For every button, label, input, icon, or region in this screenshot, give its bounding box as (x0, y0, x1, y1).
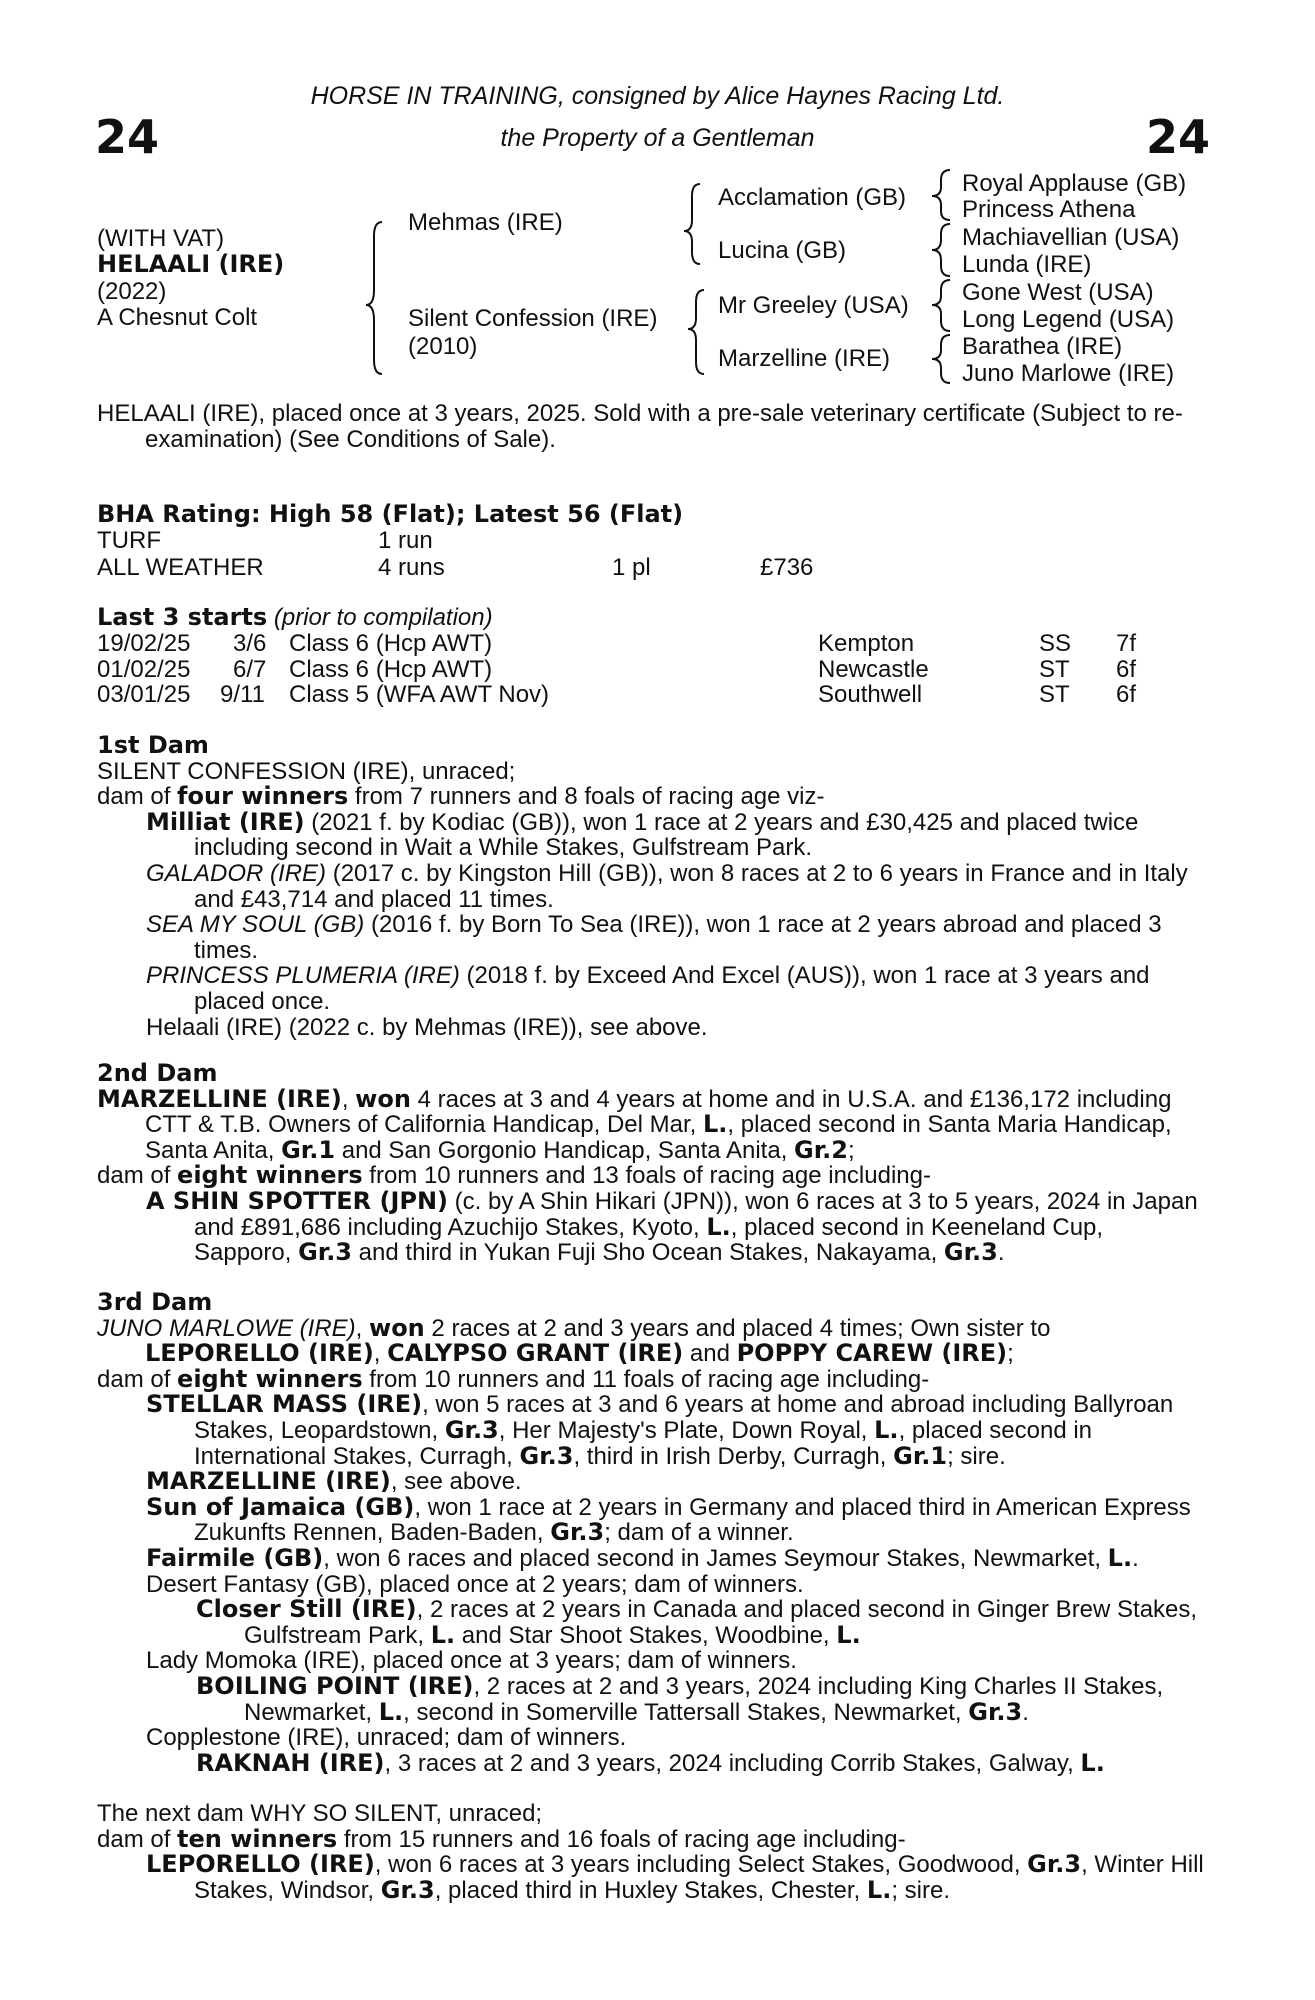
produce-entry (97, 1492, 1205, 1547)
produce-name: RAKNAH (IRE) (196, 1748, 385, 1777)
rating-runs: 4 runs (378, 554, 445, 581)
horse-name: HELAALI (IRE) (97, 250, 285, 278)
group-badge: Gr.3 (298, 1238, 353, 1267)
start-going: ST (1039, 656, 1070, 683)
produce-name: GALADOR (IRE) (146, 859, 327, 887)
group-badge: Gr.3 (550, 1518, 605, 1547)
next-dam-section (97, 1801, 1205, 1903)
summary (97, 401, 1205, 452)
start-position: 6/7 (233, 656, 267, 683)
start-date: 19/02/25 (97, 630, 191, 657)
dam-name: MARZELLINE (IRE) (97, 1084, 342, 1113)
start-position: 9/11 (220, 681, 265, 708)
produce-text: (2017 c. by Kingston Hill (GB)), won 8 races at 2 to 6 years in France and in Italy and £43,714 and placed 11 times. (194, 859, 1188, 913)
produce-entry (97, 963, 1205, 1014)
record-text: ; (847, 1136, 855, 1164)
third-dam-section (97, 1290, 1205, 1776)
start-date: 03/01/25 (97, 681, 191, 708)
produce-name: STELLAR MASS (IRE) (146, 1390, 423, 1419)
produce-entry (97, 1015, 1205, 1041)
dam-of-text: dam of (97, 1162, 178, 1190)
pedigree-sire-sire: Acclamation (GB) (718, 184, 907, 211)
winners-count: eight winners (177, 1364, 363, 1393)
pedigree-ddd: Juno Marlowe (IRE) (962, 360, 1175, 387)
produce-text: Copplestone (IRE), unraced; dam of winners. (146, 1724, 627, 1752)
produce-entry (97, 1671, 1205, 1726)
won-label: won (355, 1084, 411, 1113)
produce-text: , third in Irish Derby, Curragh, (573, 1442, 894, 1470)
record-text: and San Gorgonio Handicap, Santa Anita, (335, 1136, 795, 1164)
produce-entry (97, 1469, 1205, 1495)
produce-text: Desert Fantasy (GB), placed once at 2 years; dam of winners. (146, 1570, 804, 1598)
produce-text: , won 5 races at 3 and 6 years at home and abroad including Ballyroan Stakes, Leopardstown, (194, 1391, 1174, 1444)
rating-surface: ALL WEATHER (97, 554, 264, 581)
second-dam-produce-line (97, 1163, 1205, 1189)
group-badge: Gr.1 (281, 1135, 336, 1164)
produce-text: Helaali (IRE) (2022 c. by Mehmas (IRE)), see above. (146, 1013, 708, 1041)
listed-badge: L. (1107, 1543, 1133, 1572)
produce-name: Fairmile (GB) (146, 1543, 324, 1572)
listed-badge: L. (836, 1620, 861, 1649)
start-race: Class 5 (WFA AWT Nov) (289, 681, 550, 708)
produce-name: SEA MY SOUL (GB) (146, 911, 365, 939)
next-dam-line: The next dam WHY SO SILENT, unraced; (97, 1800, 543, 1827)
produce-text: , placed second in Keeneland Cup, Sapporo, (194, 1213, 1104, 1267)
rating-prize: £736 (760, 554, 814, 581)
start-distance: 7f (1116, 630, 1137, 657)
start-going: SS (1039, 630, 1072, 657)
third-dam-record (97, 1313, 1205, 1368)
first-dam-section (97, 733, 1205, 1040)
start-course: Newcastle (818, 656, 929, 683)
dam-name: JUNO MARLOWE (IRE) (97, 1314, 356, 1342)
produce-text: ; sire. (891, 1876, 951, 1904)
pedigree-dds: Barathea (IRE) (962, 333, 1123, 360)
sibling-name: LEPORELLO (IRE) (145, 1339, 374, 1368)
next-dam-produce-line (97, 1824, 1205, 1853)
winners-count: four winners (177, 782, 349, 811)
start-course: Southwell (818, 681, 923, 708)
produce-text: from 10 runners and 13 foals of racing age including- (362, 1162, 931, 1190)
second-dam-record: MARZELLINE (IRE), won 4 races at 3 and 4 years at home and in U.S.A. and £136,172 including CTT & T.B. Owners of California Handicap, Del Mar, L., placed second in Santa Maria Handicap, Santa Anita, Gr.1 and San Gorgonio Handicap, Santa Anita, Gr.2; (97, 1084, 1172, 1164)
consignor-line: HORSE IN TRAINING, consigned by Alice Haynes Racing Ltd. (310, 82, 1005, 110)
produce-entry (97, 1543, 1205, 1572)
produce-entry (97, 1852, 1205, 1903)
produce-name: MARZELLINE (IRE) (146, 1467, 391, 1496)
pedigree-dam-sire: Mr Greeley (USA) (718, 292, 909, 319)
start-course: Kempton (818, 630, 915, 657)
produce-name: BOILING POINT (IRE) (196, 1671, 474, 1700)
pedigree-dam-dam: Marzelline (IRE) (718, 345, 891, 372)
produce-text: from 10 runners and 11 foals of racing age including- (362, 1365, 930, 1393)
produce-text: , 2 races at 2 and 3 years, 2024 including King Charles II Stakes, Newmarket, (244, 1672, 1164, 1726)
last-starts-title: Last 3 starts (97, 603, 268, 631)
start-distance: 6f (1116, 681, 1137, 708)
group-badge: Gr.2 (794, 1135, 848, 1164)
produce-name: Milliat (IRE) (146, 807, 305, 836)
summary-text: HELAALI (IRE), placed once at 3 years, 2025. Sold with a pre-sale veterinary certificate (Subject to re-examination) (See Conditions of Sale). (97, 400, 1183, 453)
listed-badge: L. (378, 1697, 404, 1726)
pedigree-dam-year: (2010) (408, 333, 478, 360)
rating-placed: 1 pl (612, 554, 651, 581)
winners-count: ten winners (177, 1824, 338, 1853)
bha-rating-heading: BHA Rating: High 58 (Flat); Latest 56 (Flat) (97, 500, 684, 528)
rating-runs: 1 run (378, 527, 433, 554)
produce-text: from 7 runners and 8 foals of racing age viz- (348, 783, 825, 811)
rating-surface: TURF (97, 527, 161, 554)
property-line: the Property of a Gentleman (500, 124, 815, 152)
horse-year: (2022) (97, 278, 167, 305)
produce-text: and third in Yukan Fuji Sho Ocean Stakes, Nakayama, (352, 1239, 944, 1267)
listed-badge: L. (703, 1110, 728, 1139)
group-badge: Gr.3 (943, 1238, 998, 1267)
produce-entry (97, 912, 1205, 963)
produce-text: , Winter Hill Stakes, Windsor, (194, 1851, 1204, 1904)
produce-text: (2018 f. by Exceed And Excel (AUS)), won 1 race at 3 years and placed once. (194, 962, 1150, 1015)
produce-text: , won 6 races and placed second in James Seymour Stakes, Newmarket, (323, 1544, 1108, 1572)
listed-badge: L. (866, 1875, 892, 1904)
dam-of-text: dam of (97, 783, 178, 811)
produce-entry (97, 1597, 1205, 1648)
produce-text: , placed second in International Stakes, Curragh, (194, 1416, 1093, 1470)
produce-text: and Star Shoot Stakes, Woodbine, (455, 1621, 837, 1649)
pedigree-sdd: Lunda (IRE) (962, 251, 1092, 278)
produce-text: , won 1 race at 2 years in Germany and placed third in American Express Zukunfts Rennen, Baden-Baden, (194, 1493, 1191, 1547)
last-starts-note: (prior to compilation) (273, 604, 493, 631)
pedigree-sds: Machiavellian (USA) (962, 224, 1180, 251)
third-dam-heading: 3rd Dam (97, 1288, 213, 1316)
produce-text: (2016 f. by Born To Sea (IRE)), won 1 race at 2 years abroad and placed 3 times. (194, 911, 1162, 964)
produce-text: ; sire. (947, 1442, 1006, 1470)
produce-text: , Her Majesty's Plate, Down Royal, (498, 1416, 875, 1444)
group-badge: Gr.3 (1027, 1850, 1082, 1879)
start-race: Class 6 (Hcp AWT) (289, 630, 493, 657)
produce-entry (97, 1186, 1205, 1267)
produce-text: , see above. (390, 1468, 522, 1496)
start-going: ST (1039, 681, 1070, 708)
group-badge: Gr.1 (893, 1441, 948, 1470)
horse-description: A Chesnut Colt (97, 304, 258, 331)
start-distance: 6f (1116, 656, 1137, 683)
listed-badge: L. (874, 1415, 899, 1444)
produce-text: , 2 races at 2 years in Canada and placed second in Ginger Brew Stakes, Gulfstream Park, (244, 1596, 1198, 1649)
produce-entry (97, 861, 1205, 912)
group-badge: Gr.3 (444, 1415, 499, 1444)
produce-name: Sun of Jamaica (GB) (146, 1492, 415, 1521)
pedigree-ssd: Princess Athena (962, 196, 1136, 223)
pedigree-dam: Silent Confession (IRE) (408, 305, 658, 332)
produce-text: (c. by A Shin Hikari (JPN)), won 6 races at 3 to 5 years, 2024 in Japan and £891,686 including Azuchijo Stakes, Kyoto, (194, 1187, 1198, 1241)
produce-name: PRINCESS PLUMERIA (IRE) (146, 962, 460, 990)
pedigree-sire-dam: Lucina (GB) (718, 237, 847, 264)
sibling-name: POPPY CAREW (IRE) (736, 1339, 1008, 1368)
produce-text: . (997, 1239, 1005, 1267)
produce-text: (2021 f. by Kodiac (GB)), won 1 race at 2 years and £30,425 and placed twice including second in Wait a While Stakes, Gulfstream Park. (194, 808, 1139, 862)
sibling-name: CALYPSO GRANT (IRE) (387, 1339, 684, 1368)
produce-entry (97, 1725, 1205, 1751)
first-dam-heading: 1st Dam (97, 731, 209, 759)
vat-note: (WITH VAT) (97, 225, 225, 252)
first-dam-produce-line (97, 784, 1205, 810)
start-race: Class 6 (Hcp AWT) (289, 656, 493, 683)
record-text: ; (1007, 1340, 1014, 1368)
record-text: , placed second in Santa Maria Handicap, Santa Anita, (145, 1111, 1172, 1164)
winners-count: eight winners (177, 1161, 363, 1190)
record-text: and (683, 1340, 737, 1368)
produce-text: from 15 runners and 16 foals of racing age including- (337, 1825, 906, 1853)
record-text: 4 races at 3 and 4 years at home and in U.S.A. and £136,172 including CTT & T.B. Owners of California Handicap, Del Mar, (145, 1085, 1172, 1139)
produce-text: , second in Somerville Tattersall Stakes, Newmarket, (403, 1698, 969, 1726)
produce-entry (97, 1748, 1205, 1777)
produce-entry (97, 1572, 1205, 1598)
pedigree-sire: Mehmas (IRE) (408, 209, 563, 236)
produce-text: , won 6 races at 3 years including Select Stakes, Goodwood, (374, 1851, 1028, 1879)
pedigree-dsd: Long Legend (USA) (962, 306, 1175, 333)
produce-text: ; dam of a winner. (604, 1519, 794, 1547)
listed-badge: L. (430, 1620, 456, 1649)
won-label: won (369, 1313, 425, 1342)
second-dam-section (97, 1061, 1205, 1266)
start-date: 01/02/25 (97, 656, 191, 683)
produce-entry (97, 807, 1205, 862)
second-dam-heading: 2nd Dam (97, 1059, 218, 1087)
group-badge: Gr.3 (380, 1875, 435, 1904)
record-text: , (373, 1340, 388, 1368)
first-dam-line: SILENT CONFESSION (IRE), unraced; (97, 757, 516, 785)
last-starts-heading (97, 605, 493, 631)
produce-name: Closer Still (IRE) (196, 1595, 417, 1624)
produce-text: , 3 races at 2 and 3 years, 2024 including Corrib Stakes, Galway, (384, 1749, 1081, 1777)
produce-text: Lady Momoka (IRE), placed once at 3 years; dam of winners. (146, 1647, 797, 1675)
produce-entry (97, 1392, 1205, 1469)
lot-number-right: 24 (1146, 110, 1211, 164)
produce-text: . (1132, 1544, 1139, 1572)
third-dam-produce-line (97, 1364, 1205, 1393)
produce-text: . (1022, 1698, 1029, 1726)
record-text: 2 races at 2 and 3 years and placed 4 times; Own sister to (424, 1314, 1051, 1342)
produce-text: , placed third in Huxley Stakes, Chester, (434, 1876, 867, 1904)
start-position: 3/6 (233, 630, 267, 657)
dam-of-text: dam of (97, 1825, 178, 1853)
pedigree-sss: Royal Applause (GB) (962, 170, 1187, 197)
record-text: , (355, 1314, 370, 1342)
dam-of-text: dam of (97, 1365, 178, 1393)
produce-name: LEPORELLO (IRE) (146, 1850, 375, 1879)
group-badge: Gr.3 (519, 1441, 574, 1470)
listed-badge: L. (1080, 1748, 1105, 1777)
produce-entry (97, 1648, 1205, 1674)
lot-number-left: 24 (95, 110, 160, 164)
produce-name: A SHIN SPOTTER (JPN) (146, 1186, 449, 1215)
pedigree-dss: Gone West (USA) (962, 279, 1154, 306)
listed-badge: L. (706, 1212, 731, 1241)
group-badge: Gr.3 (968, 1697, 1023, 1726)
